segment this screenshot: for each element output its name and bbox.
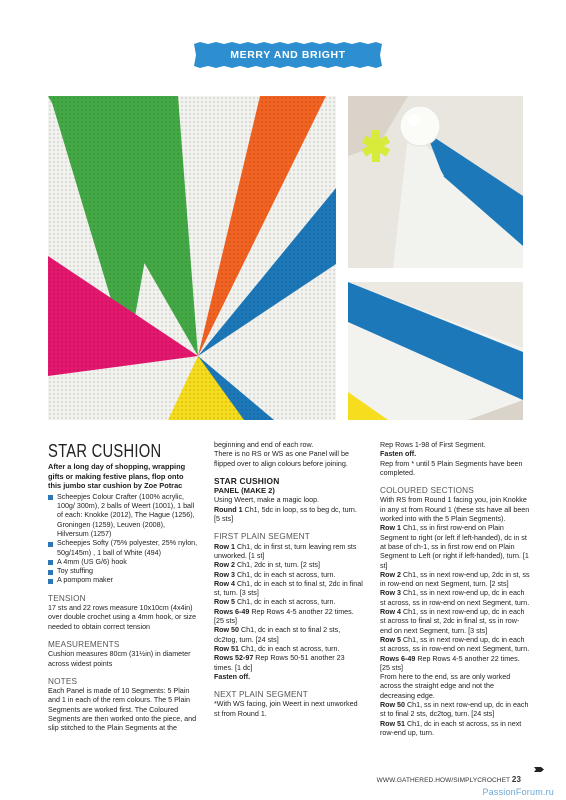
coloured-intro: With RS from Round 1 facing you, join Knokke in any st from Round 1 (these sts have all been worked into with the 5 Plain Segments). — [380, 496, 530, 524]
row-text: Ch1, dc in each st across, turn. — [237, 598, 336, 607]
row-text: Rep Rows 50-51 another 23 times. [1 dc] — [214, 654, 345, 672]
row-label: Row 1 — [380, 524, 402, 533]
row — [214, 580, 364, 599]
measurements-text: Cushion measures 80cm (31½in) in diameter across widest points — [48, 650, 191, 668]
row-label: Row 51 — [214, 644, 239, 653]
row — [214, 654, 364, 673]
row — [214, 561, 364, 570]
column-2 — [214, 441, 364, 719]
banner-title: MERRY AND BRIGHT COLLECTION — [230, 49, 346, 87]
row — [380, 701, 530, 720]
repeat-segments: Rep from * until 5 Plain Segments have been completed. — [380, 459, 523, 477]
row-text: Rep Rows 4-5 another 22 times. [25 sts] — [214, 607, 354, 626]
repeat-rows: Rep Rows 1-98 of First Segment. — [380, 441, 486, 449]
fasten-off: Fasten off. — [214, 672, 251, 681]
column-1 — [48, 441, 198, 734]
list-item: Scheepjes Softy (75% polyester, 25% nylon, 50g/145m) , 1 ball of White (494) — [48, 539, 198, 558]
start-instruction: Using Weert, make a magic loop. — [214, 496, 320, 505]
list-item: A 4mm (US G/6) hook — [48, 558, 198, 567]
notes-text: Each Panel is made of 10 Segments: 5 Plain and 1 in each of the rem colours. The 5 Plain Segments are worked first. The Coloured Segments are then worked onto the piece, and slip stitched to the Plain Segments at the — [48, 687, 197, 733]
materials-list — [48, 493, 198, 586]
pattern-title: STAR CUSHION — [48, 441, 162, 461]
tension-heading: TENSION — [48, 593, 86, 603]
row-label: Row 50 — [214, 626, 239, 635]
row-text: Ch1, dc in each st across, ss in next row-end up, turn. — [380, 719, 522, 737]
row-label: Row 2 — [380, 570, 402, 579]
row-text: Ch1, ss in next row-end up, dc in each st across, ss in row-end on next Segment, turn. — [380, 589, 530, 607]
watermark: PassionForum.ru — [482, 787, 554, 797]
row — [380, 720, 530, 739]
list-item: A pompom maker — [48, 576, 198, 585]
row-label: Row 4 — [380, 608, 402, 617]
section-title: STAR CUSHION — [214, 475, 280, 486]
row-label: Row 2 — [214, 561, 236, 570]
row — [380, 608, 530, 636]
edge-note: From here to the end, ss are only worked across the straight edge and not the decreasing edge. — [380, 673, 511, 700]
row-text: Rep Rows 4-5 another 22 times. [25 sts] — [380, 654, 520, 672]
next-plain-text: *With WS facing, join Weert in next unworked st from Round 1. — [214, 700, 358, 718]
row — [380, 524, 530, 570]
row-label: Row 5 — [380, 635, 402, 644]
collection-banner — [194, 42, 382, 87]
row-label: Row 51 — [380, 719, 405, 728]
list-item: Toy stuffing — [48, 567, 198, 576]
row-text: Ch1, dc in first st, turn leaving rem sts unworked. [1 st] — [214, 542, 357, 560]
row-text: Ch1, dc in each st across, turn. — [237, 570, 336, 579]
notes-heading: NOTES — [48, 676, 78, 686]
stripe-photo — [348, 282, 523, 420]
row-text: Ch1, ss in next row-end up, 2dc in st, ss in row-end on next Segment, turn. [2 sts] — [380, 570, 530, 589]
row-label: Row 3 — [380, 589, 402, 598]
column-3 — [380, 441, 530, 738]
notes-continued: beginning and end of each row. — [214, 441, 314, 449]
page-number: 23 — [511, 775, 521, 784]
row — [214, 571, 364, 580]
round-1 — [214, 506, 364, 525]
hat-photo — [348, 96, 523, 268]
row — [380, 589, 530, 608]
row-label: Row 3 — [214, 570, 236, 579]
continue-arrow-icon — [534, 767, 544, 772]
rs-ws-note: There is no RS or WS as one Panel will be flipped over to align colours before joining. — [214, 450, 349, 468]
first-plain-rows — [214, 543, 364, 673]
row-text: Ch1, dc in each st to final st, 2dc in final st, turn. [3 sts] — [214, 579, 363, 598]
row-text: Ch1, dc in each st across, turn. — [240, 644, 340, 653]
row — [214, 608, 364, 627]
coloured-rows-a — [380, 524, 530, 673]
row-text: Ch1, 5dc in loop, ss to beg dc, turn. [5 sts] — [214, 505, 357, 524]
first-plain-heading: FIRST PLAIN SEGMENT — [214, 532, 311, 542]
row-label: Rows 6-49 — [380, 654, 416, 663]
row — [380, 636, 530, 655]
row-label: Row 4 — [214, 579, 236, 588]
coloured-rows-b — [380, 701, 530, 738]
row — [214, 543, 364, 562]
row-text: Ch1, ss in first row-end on Plain Segment to right (or left if left-handed), dc in st at base of ch-1, ss in first row end on Plain Segment to Left (or right if left-handed), turn. [1 st] — [380, 524, 529, 570]
panel-title: PANEL (MAKE 2) — [214, 486, 275, 496]
row-label: Rows 52-97 — [214, 654, 254, 663]
row — [380, 571, 530, 590]
row-label: Round 1 — [214, 505, 243, 514]
row-text: Ch1, 2dc in st, turn. [2 sts] — [237, 561, 320, 570]
measurements-heading: MEASUREMENTS — [48, 639, 120, 649]
list-item: Scheepjes Colour Crafter (100% acrylic, 100g/ 300m), 2 balls of Weert (1001), 1 ball of each: Knokke (2012), The Hague (1256), Groningen (1259), Leuven (2008), Hilversum (1257) — [48, 493, 198, 539]
row — [214, 626, 364, 645]
row-text: Ch1, ss in next row-end up, dc in each st across, ss in row-end on next Segment, turn. — [380, 635, 530, 654]
row-label: Row 1 — [214, 542, 236, 551]
row-text: Ch1, dc in each st to final 2 sts, dc2tog, turn. [24 sts] — [214, 626, 341, 644]
row-text: Ch1, ss in next row-end up, dc in each st to final 2 sts, dc2tog, turn. [24 sts] — [380, 701, 529, 719]
coloured-sections-heading: COLOURED SECTIONS — [380, 486, 474, 496]
row — [380, 655, 530, 674]
page-footer — [377, 775, 521, 784]
row-text: Ch1, ss in next row-end up, dc in each st across to final st, 2dc in final st, ss in row-end on next Segment, turn. [3 sts] — [380, 608, 525, 635]
row-label: Rows 6-49 — [214, 607, 250, 616]
intro-text: After a long day of shopping, wrapping gifts or making festive plans, flop onto this jumbo star cushion by Zoe Potrac — [48, 462, 186, 491]
next-plain-heading: NEXT PLAIN SEGMENT — [214, 690, 308, 700]
row — [214, 598, 364, 607]
row — [214, 645, 364, 654]
footer-url: WWW.GATHERED.HOW/SIMPLYCROCHET — [376, 777, 510, 784]
row-label: Row 50 — [380, 701, 405, 710]
cushion-photo — [48, 96, 336, 420]
tension-text: 17 sts and 22 rows measure 10x10cm (4x4in) over double crochet using a 4mm hook, or size needed to obtain correct tension — [48, 604, 197, 631]
row-label: Row 5 — [214, 598, 236, 607]
fasten-off: Fasten off. — [380, 450, 417, 459]
